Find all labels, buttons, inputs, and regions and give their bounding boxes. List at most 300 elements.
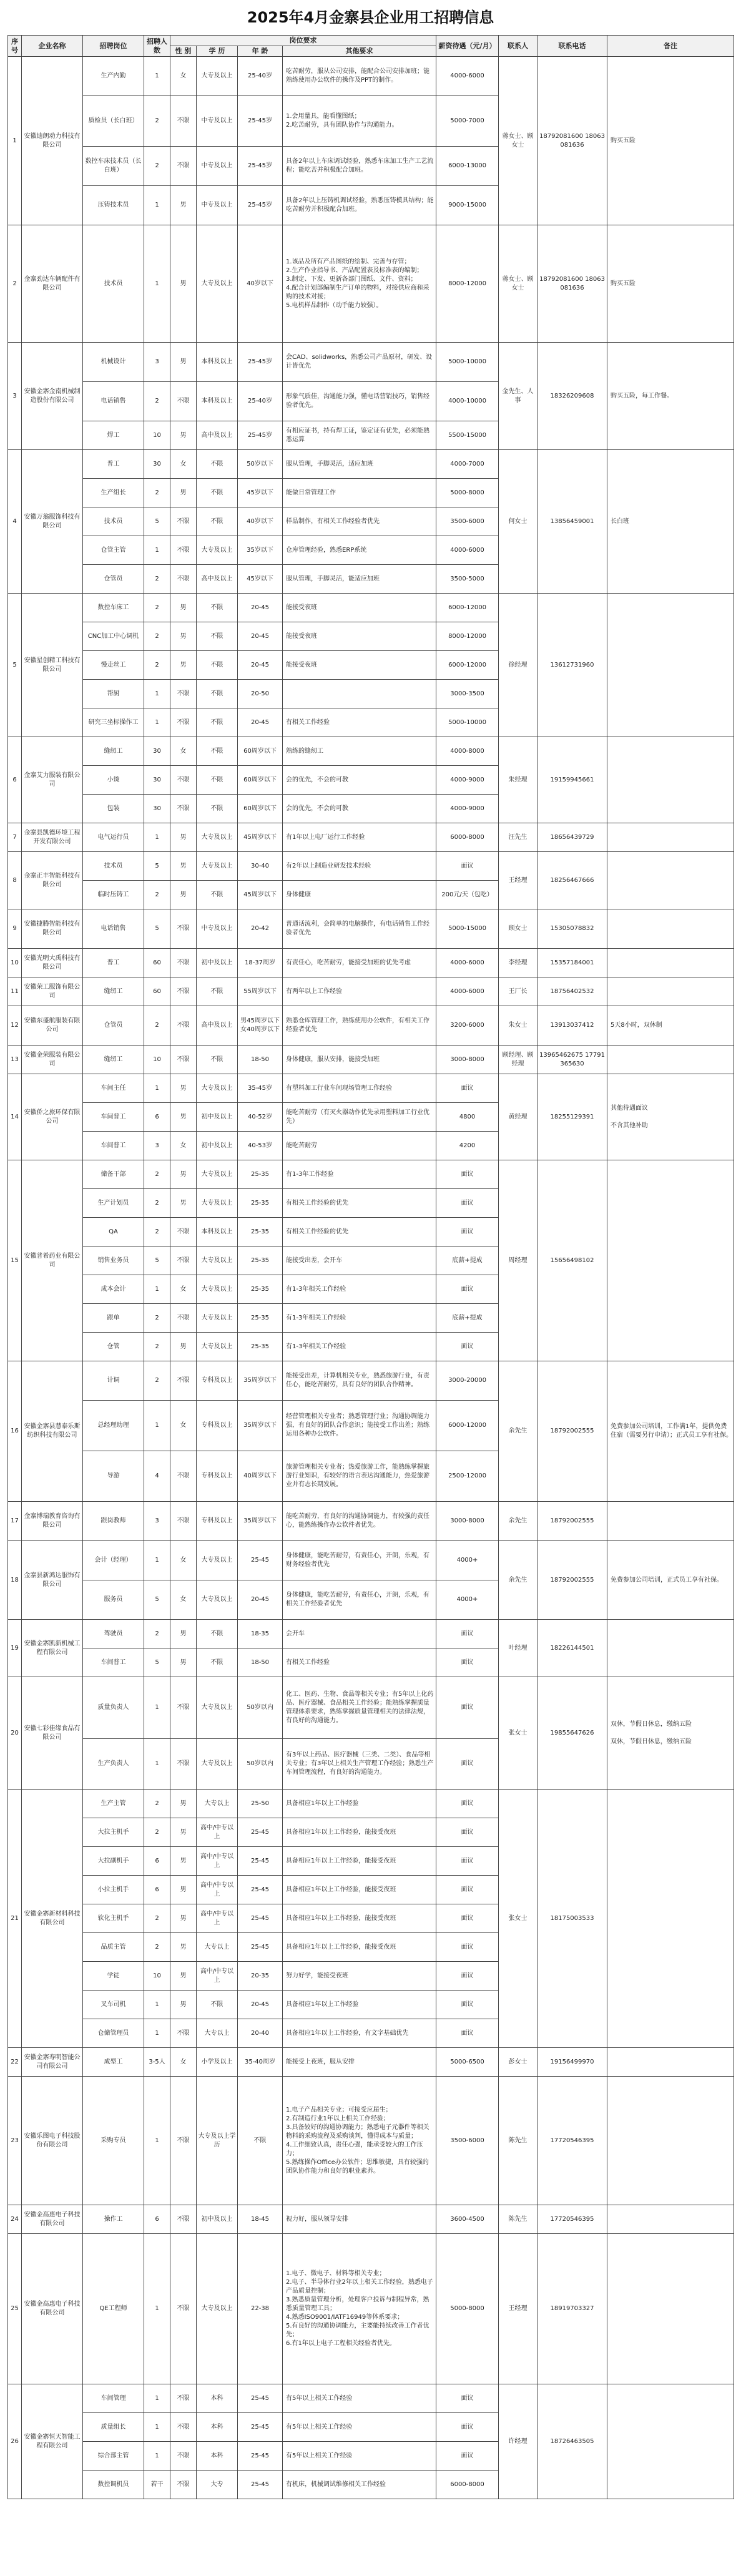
job-count: 2 <box>144 96 170 147</box>
company-contact: 金先生、人事 <box>499 343 537 450</box>
job-education: 大专以上 <box>197 2019 238 2048</box>
job-count: 30 <box>144 766 170 795</box>
job-position: 仓管 <box>83 1333 144 1361</box>
company-contact: 余先生 <box>499 1541 537 1620</box>
job-gender: 女 <box>170 1401 197 1451</box>
job-other: 具备2年以上车床调试经验，熟悉车床加工生产工艺流程；能吃苦并积极配合加班。 <box>283 147 436 186</box>
company-contact: 许经理 <box>499 2384 537 2499</box>
job-other: 旅游管理相关专业者；热爱旅游工作，能熟练掌握旅游行业知识，有较好的语言表达沟通能力，热爱旅游业并有志长期发展。 <box>283 1451 436 1502</box>
company-name: 金寨县凯德环境工程开发有限公司 <box>22 823 83 852</box>
job-age: 18-50 <box>238 1046 283 1074</box>
job-age: 40-53岁 <box>238 1132 283 1160</box>
job-gender: 男 <box>170 1790 197 1818</box>
job-education: 大专及以上 <box>197 2234 238 2384</box>
job-age: 45岁以下 <box>238 479 283 507</box>
table-row <box>8 737 734 766</box>
job-other: 有5年以上相关工作经验 <box>283 2413 436 2442</box>
job-salary: 底薪+提成 <box>436 1246 499 1275</box>
job-count: 2 <box>144 1620 170 1648</box>
job-gender: 男 <box>170 479 197 507</box>
job-salary: 3600-4500 <box>436 2205 499 2234</box>
job-salary: 3000-8000 <box>436 1502 499 1541</box>
company-seq: 19 <box>8 1620 22 1677</box>
job-count: 6 <box>144 1847 170 1876</box>
job-gender: 不限 <box>170 680 197 708</box>
table-row <box>8 823 734 852</box>
job-education: 大专及以上 <box>197 852 238 881</box>
job-age: 40岁以下 <box>238 225 283 343</box>
company-seq: 13 <box>8 1046 22 1074</box>
job-age: 50岁以内 <box>238 1739 283 1790</box>
table-row <box>8 949 734 977</box>
company-name: 安徽荣工服饰有限公司 <box>22 977 83 1006</box>
job-count: 10 <box>144 421 170 450</box>
job-education: 本科及以上 <box>197 1218 238 1246</box>
company-remark <box>607 2234 734 2384</box>
company-contact: 陈先生 <box>499 2205 537 2234</box>
job-gender: 男 <box>170 1933 197 1962</box>
job-gender: 男 <box>170 1074 197 1103</box>
job-count: 30 <box>144 450 170 479</box>
company-phone: 18792081600 18063081636 <box>537 57 607 225</box>
job-education: 专科及以上 <box>197 1361 238 1401</box>
job-gender: 女 <box>170 1580 197 1620</box>
job-other: 具备相应1年以上工作经验，能接受夜班 <box>283 1904 436 1933</box>
job-other: 能吃苦耐劳，有良好的沟通协调能力，有较强的责任心，能熟练操作办公软件者优先。 <box>283 1502 436 1541</box>
job-other: 具备相应1年以上工作经验，有文字基础优先 <box>283 2019 436 2048</box>
job-salary: 面议 <box>436 1991 499 2019</box>
job-position: 数控调机员 <box>83 2471 144 2499</box>
job-salary: 面议 <box>436 1790 499 1818</box>
job-education: 高中/中专以上 <box>197 1876 238 1904</box>
job-age: 25-45 <box>238 2442 283 2471</box>
company-phone: 13913037412 <box>537 1006 607 1046</box>
job-count: 1 <box>144 2384 170 2413</box>
job-age: 55周岁以下 <box>238 977 283 1006</box>
job-education: 本科及以上 <box>197 382 238 421</box>
job-position: 压铸技术员 <box>83 186 144 225</box>
job-salary: 8000-12000 <box>436 622 499 651</box>
job-count: 1 <box>144 2019 170 2048</box>
company-contact: 王经理 <box>499 852 537 909</box>
job-other: 熟悉仓库管理工作，熟练使用办公软件，有相关工作经验者优先 <box>283 1006 436 1046</box>
job-position: CNC加工中心调机 <box>83 622 144 651</box>
job-position: 电气运行员 <box>83 823 144 852</box>
job-age: 35-45岁 <box>238 1074 283 1103</box>
company-name: 安徽金寨恒天智能工程有限公司 <box>22 2384 83 2499</box>
job-gender: 女 <box>170 1541 197 1580</box>
job-other: 具备相应1年以上工作经验 <box>283 1790 436 1818</box>
job-salary: 面议 <box>436 852 499 881</box>
job-education: 不限 <box>197 795 238 823</box>
job-age: 30-40 <box>238 852 283 881</box>
job-count: 2 <box>144 1006 170 1046</box>
table-row <box>8 1361 734 1401</box>
job-education: 高中及以上 <box>197 421 238 450</box>
company-remark: 购买五险，每工作餐。 <box>607 343 734 450</box>
job-education: 大专以上 <box>197 1933 238 1962</box>
job-education: 大专及以上 <box>197 1304 238 1333</box>
company-phone: 19855647626 <box>537 1677 607 1790</box>
company-remark: 购买五险 <box>607 57 734 225</box>
job-salary: 面议 <box>436 1275 499 1304</box>
job-age: 25-40岁 <box>238 57 283 96</box>
job-age: 25-50 <box>238 1790 283 1818</box>
job-count: 2 <box>144 565 170 594</box>
job-other: 会的优先，不会的可教 <box>283 766 436 795</box>
company-phone: 19156499970 <box>537 2048 607 2077</box>
job-position: 储备干部 <box>83 1160 144 1189</box>
company-contact: 朱女士 <box>499 1006 537 1046</box>
company-remark <box>607 594 734 737</box>
company-contact: 余先生 <box>499 1361 537 1502</box>
job-position: 生产组长 <box>83 479 144 507</box>
job-salary: 面议 <box>436 1962 499 1991</box>
job-other: 普通话流利，会简单的电脑操作，有电话销售工作经验者优先 <box>283 909 436 949</box>
table-row <box>8 1502 734 1541</box>
company-phone: 15357184001 <box>537 949 607 977</box>
company-name: 安徽金荣服装有限公司 <box>22 1046 83 1074</box>
job-count: 1 <box>144 1074 170 1103</box>
job-salary: 3500-6000 <box>436 507 499 536</box>
job-education: 专科及以上 <box>197 1451 238 1502</box>
job-gender: 不限 <box>170 1451 197 1502</box>
job-count: 3-5人 <box>144 2048 170 2077</box>
company-contact: 蒋女士、顾女士 <box>499 225 537 343</box>
job-gender: 男 <box>170 1876 197 1904</box>
job-education: 高中及以上 <box>197 565 238 594</box>
job-other: 吃苦耐劳，服从公司安排，能配合公司安排加班；能熟练使用办公软件的操作及PPT的制作。 <box>283 57 436 96</box>
job-gender: 女 <box>170 1275 197 1304</box>
company-phone: 18919703327 <box>537 2234 607 2384</box>
job-age: 25-45 <box>238 2471 283 2499</box>
job-count: 1 <box>144 2234 170 2384</box>
header-age: 年 龄 <box>238 46 283 57</box>
job-count: 1 <box>144 1991 170 2019</box>
job-gender: 男 <box>170 225 197 343</box>
company-contact: 黄经理 <box>499 1074 537 1160</box>
job-other: 能吃苦耐劳 <box>283 1132 436 1160</box>
header-company: 企业名称 <box>22 36 83 57</box>
job-age: 40周岁以下 <box>238 1451 283 1502</box>
job-gender: 男 <box>170 421 197 450</box>
job-position: 生产计划员 <box>83 1189 144 1218</box>
job-other: 有责任心，吃苦耐劳，能接受加班的优先考虑 <box>283 949 436 977</box>
job-position: 品质主管 <box>83 1933 144 1962</box>
company-seq: 21 <box>8 1790 22 2048</box>
job-count: 3 <box>144 343 170 382</box>
job-gender: 男 <box>170 1620 197 1648</box>
company-name: 安徽金高惠电子科技有限公司 <box>22 2205 83 2234</box>
company-seq: 7 <box>8 823 22 852</box>
job-position: 质量负责人 <box>83 1677 144 1739</box>
job-count: 10 <box>144 1046 170 1074</box>
company-name: 金寨劲达车辆配件有限公司 <box>22 225 83 343</box>
company-phone: 13965462675 17791365630 <box>537 1046 607 1074</box>
table-row <box>8 1160 734 1189</box>
company-seq: 14 <box>8 1074 22 1160</box>
job-position: QA <box>83 1218 144 1246</box>
job-education: 不限 <box>197 977 238 1006</box>
job-gender: 男 <box>170 1818 197 1847</box>
job-education: 本科 <box>197 2413 238 2442</box>
job-other: 具备相应1年以上工作经验，能接受夜班 <box>283 1818 436 1847</box>
company-name: 安徽乐图电子科技股份有限公司 <box>22 2077 83 2205</box>
company-seq: 16 <box>8 1361 22 1502</box>
job-salary: 面议 <box>436 1847 499 1876</box>
job-position: 小烫 <box>83 766 144 795</box>
job-education: 大专及以上 <box>197 1074 238 1103</box>
job-gender: 女 <box>170 450 197 479</box>
job-position: 小拉主机手 <box>83 1876 144 1904</box>
job-age: 25-35 <box>238 1333 283 1361</box>
job-count: 6 <box>144 1103 170 1132</box>
job-position: 普工 <box>83 949 144 977</box>
job-gender: 不限 <box>170 2019 197 2048</box>
job-education: 不限 <box>197 1620 238 1648</box>
company-remark <box>607 1790 734 2048</box>
company-remark <box>607 737 734 823</box>
job-position: 仓管员 <box>83 1006 144 1046</box>
job-count: 2 <box>144 1304 170 1333</box>
job-education: 不限 <box>197 594 238 622</box>
company-name: 安徽星创精工科技有限公司 <box>22 594 83 737</box>
job-count: 1 <box>144 1275 170 1304</box>
job-salary: 5500-15000 <box>436 421 499 450</box>
table-row <box>8 594 734 622</box>
job-other: 身体健康，服从安排，能接受加班 <box>283 1046 436 1074</box>
job-gender: 女 <box>170 1132 197 1160</box>
job-gender: 男 <box>170 622 197 651</box>
job-age: 25-45 <box>238 1847 283 1876</box>
job-age: 25-45 <box>238 2384 283 2413</box>
job-gender: 不限 <box>170 766 197 795</box>
company-remark <box>607 852 734 909</box>
job-salary: 底薪+提成 <box>436 1304 499 1333</box>
company-remark: 双休，节假日休息，缴纳五险 双休，节假日休息，缴纳五险 <box>607 1677 734 1790</box>
job-position: 驾驶员 <box>83 1620 144 1648</box>
company-remark: 免费参加公司培训，正式员工享有社保。 <box>607 1541 734 1620</box>
company-name: 安徽迪朗动力科技有限公司 <box>22 57 83 225</box>
job-position: 销售业务员 <box>83 1246 144 1275</box>
header-salary: 薪资待遇（元/月） <box>436 36 499 57</box>
company-seq: 8 <box>8 852 22 909</box>
job-gender: 男 <box>170 1904 197 1933</box>
job-other: 有机床，机械调试维修相关工作经验 <box>283 2471 436 2499</box>
header-education: 学 历 <box>197 46 238 57</box>
job-count: 4 <box>144 1451 170 1502</box>
job-gender: 不限 <box>170 147 197 186</box>
job-position: 车间普工 <box>83 1103 144 1132</box>
table-row <box>8 2234 734 2384</box>
job-education: 大专及以上 <box>197 1275 238 1304</box>
job-position: 机械设计 <box>83 343 144 382</box>
job-age: 25-45岁 <box>238 96 283 147</box>
company-contact: 周经理 <box>499 1160 537 1361</box>
job-other: 身体健康，能吃苦耐劳，有责任心，开朗，乐观，有相关工作经验者优先 <box>283 1580 436 1620</box>
job-age: 25-35 <box>238 1160 283 1189</box>
job-salary: 5000-8000 <box>436 479 499 507</box>
table-body <box>8 57 734 2499</box>
company-phone: 18255129391 <box>537 1074 607 1160</box>
job-age: 20-50 <box>238 680 283 708</box>
table-row <box>8 343 734 382</box>
job-gender: 不限 <box>170 1739 197 1790</box>
job-count: 2 <box>144 594 170 622</box>
company-contact: 徐经理 <box>499 594 537 737</box>
job-education: 高中/中专以上 <box>197 1847 238 1876</box>
job-education: 高中/中专以上 <box>197 1904 238 1933</box>
job-age: 18-45 <box>238 2205 283 2234</box>
job-age: 25-45 <box>238 1541 283 1580</box>
job-count: 2 <box>144 1160 170 1189</box>
job-age: 25-35 <box>238 1218 283 1246</box>
job-age: 25-45 <box>238 1904 283 1933</box>
company-remark <box>607 1160 734 1361</box>
job-age: 25-45岁 <box>238 421 283 450</box>
job-salary: 5000-6500 <box>436 2048 499 2077</box>
job-age: 25-35 <box>238 1275 283 1304</box>
job-education: 初中及以上 <box>197 2205 238 2234</box>
job-salary: 面议 <box>436 1189 499 1218</box>
job-gender: 不限 <box>170 1218 197 1246</box>
job-position: 包装 <box>83 795 144 823</box>
job-age: 25-45岁 <box>238 343 283 382</box>
job-education: 不限 <box>197 737 238 766</box>
job-age: 20-45 <box>238 622 283 651</box>
job-age: 18-37周岁 <box>238 949 283 977</box>
job-other: 有两年以上工作经验 <box>283 977 436 1006</box>
job-education: 大专及以上 <box>197 1246 238 1275</box>
job-position: 车间普工 <box>83 1132 144 1160</box>
job-count: 3 <box>144 1502 170 1541</box>
company-contact: 张女士 <box>499 1790 537 2048</box>
job-education: 本科 <box>197 2384 238 2413</box>
job-other: 具备相应1年以上工作经验 <box>283 1991 436 2019</box>
job-education: 不限 <box>197 680 238 708</box>
job-count: 2 <box>144 1790 170 1818</box>
job-gender: 男 <box>170 1103 197 1132</box>
company-phone: 18256467666 <box>537 852 607 909</box>
job-count: 5 <box>144 909 170 949</box>
job-salary: 9000-15000 <box>436 186 499 225</box>
job-age: 35周岁以下 <box>238 1401 283 1451</box>
job-salary: 面议 <box>436 1620 499 1648</box>
job-count: 1 <box>144 823 170 852</box>
job-gender: 不限 <box>170 1046 197 1074</box>
company-name: 安徽普希药业有限公司 <box>22 1160 83 1361</box>
company-remark: 其他待遇面议 不含其他补助 <box>607 1074 734 1160</box>
company-name: 安徽东盛航服装有限公司 <box>22 1006 83 1046</box>
job-count: 60 <box>144 949 170 977</box>
job-salary: 4200 <box>436 1132 499 1160</box>
job-position: 成型工 <box>83 2048 144 2077</box>
table-row <box>8 2205 734 2234</box>
job-count: 1 <box>144 1677 170 1739</box>
job-age: 20-45 <box>238 651 283 680</box>
job-count: 1 <box>144 2442 170 2471</box>
company-remark <box>607 977 734 1006</box>
job-education: 高中/中专以上 <box>197 1962 238 1991</box>
job-count: 2 <box>144 1361 170 1401</box>
job-other: 能接受出差，计算机相关专业，熟悉旅游行业，有责任心，能吃苦耐劳，具有良好的团队合作精神。 <box>283 1361 436 1401</box>
job-position: 软化主机手 <box>83 1904 144 1933</box>
job-count: 10 <box>144 1962 170 1991</box>
company-name: 安徽七彩佳缘食品有限公司 <box>22 1677 83 1790</box>
job-count: 1 <box>144 536 170 565</box>
company-phone: 18656439729 <box>537 823 607 852</box>
job-gender: 不限 <box>170 977 197 1006</box>
job-count: 5 <box>144 1580 170 1620</box>
job-other: 仓库管理经验，熟悉ERP系统 <box>283 536 436 565</box>
job-age: 25-35 <box>238 1304 283 1333</box>
job-position: 生产内勤 <box>83 57 144 96</box>
header-requirements: 岗位要求 <box>170 36 436 46</box>
company-contact: 王经理 <box>499 2234 537 2384</box>
table-row <box>8 977 734 1006</box>
job-other: 形象气质佳，沟通能力强，懂电话营销技巧，销售经验者优先。 <box>283 382 436 421</box>
job-education: 大专及以上 <box>197 536 238 565</box>
job-gender: 男 <box>170 594 197 622</box>
job-other: 有1-3年相关工作经验 <box>283 1304 436 1333</box>
job-salary: 8000-12000 <box>436 225 499 343</box>
job-salary: 面议 <box>436 2019 499 2048</box>
job-age: 60周岁以下 <box>238 766 283 795</box>
company-remark <box>607 1620 734 1677</box>
company-seq: 23 <box>8 2077 22 2205</box>
company-seq: 25 <box>8 2234 22 2384</box>
job-count: 1 <box>144 57 170 96</box>
job-position: 车间管理 <box>83 2384 144 2413</box>
job-education: 大专及以上 <box>197 225 238 343</box>
company-contact: 汪先生 <box>499 823 537 852</box>
job-count: 30 <box>144 737 170 766</box>
company-contact: 叶经理 <box>499 1620 537 1677</box>
company-remark <box>607 1502 734 1541</box>
job-position: 质量组长 <box>83 2413 144 2442</box>
job-position: 缝纫工 <box>83 1046 144 1074</box>
header-gender: 性 别 <box>170 46 197 57</box>
job-other: 服从管理，手脚灵活，适应加班 <box>283 450 436 479</box>
job-gender: 男 <box>170 881 197 909</box>
job-age: 50岁以下 <box>238 450 283 479</box>
job-salary: 面议 <box>436 1160 499 1189</box>
company-contact: 顾经理、顾经理 <box>499 1046 537 1074</box>
header-contact: 联系人 <box>499 36 537 57</box>
job-age: 20-40 <box>238 2019 283 2048</box>
job-other: 能吃苦耐劳（有灭火器动作优先录用塑料加工行业优先） <box>283 1103 436 1132</box>
job-count: 2 <box>144 382 170 421</box>
job-age: 60周岁以下 <box>238 795 283 823</box>
job-count: 2 <box>144 881 170 909</box>
job-education: 初中及以上 <box>197 1103 238 1132</box>
job-position: 缝纫工 <box>83 737 144 766</box>
job-gender: 男 <box>170 343 197 382</box>
table-row <box>8 2384 734 2413</box>
job-position: 电话销售 <box>83 382 144 421</box>
company-name: 安徽捷腾智能科技有限公司 <box>22 909 83 949</box>
job-education: 中专及以上 <box>197 96 238 147</box>
job-age: 20-45 <box>238 594 283 622</box>
company-contact: 蒋女士、顾女士 <box>499 57 537 225</box>
company-contact: 顾女士 <box>499 909 537 949</box>
company-phone: 18756402532 <box>537 977 607 1006</box>
header-count: 招聘人数 <box>144 36 170 57</box>
job-gender: 男 <box>170 186 197 225</box>
job-salary: 6000-12000 <box>436 1401 499 1451</box>
job-gender: 女 <box>170 2048 197 2077</box>
job-gender: 男 <box>170 1847 197 1876</box>
